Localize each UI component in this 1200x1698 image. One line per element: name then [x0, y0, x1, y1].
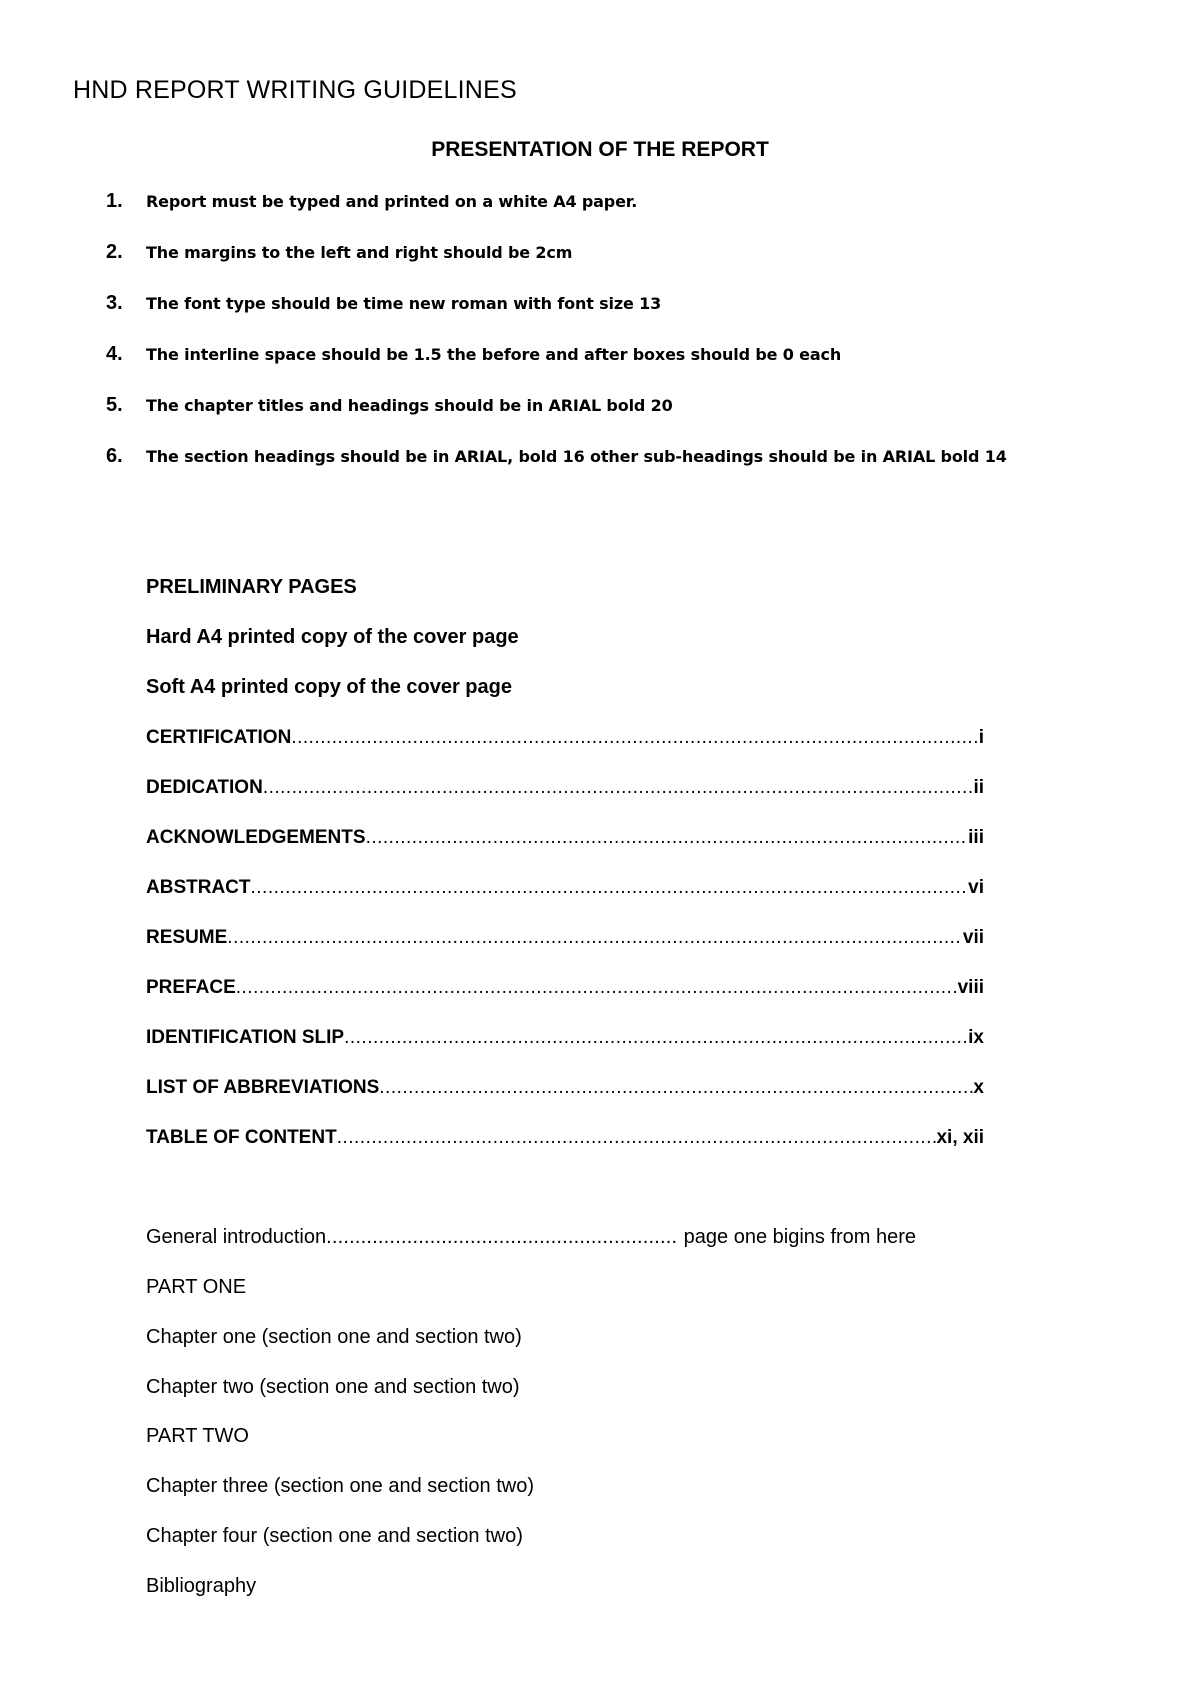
soft-copy-line: Soft A4 printed copy of the cover page: [146, 676, 512, 698]
toc-row: [146, 727, 984, 755]
toc-leader-dots: [337, 1127, 937, 1149]
rule-text: The chapter titles and headings should be in ARIAL bold 20: [146, 396, 673, 415]
toc-leader-dots: [291, 727, 978, 749]
toc-label: CERTIFICATION: [146, 727, 292, 748]
rule-number: 3.: [106, 292, 123, 314]
rule-item: [106, 445, 1007, 475]
section-heading: PRESENTATION OF THE REPORT: [431, 138, 769, 161]
toc-row: [146, 827, 984, 855]
toc-label: RESUME: [146, 927, 228, 948]
toc-page-number: x: [973, 1077, 984, 1098]
toc-label: LIST OF ABBREVIATIONS: [146, 1077, 380, 1098]
toc-leader-dots: [251, 877, 969, 899]
toc-page-number: iii: [968, 827, 984, 848]
toc-row: [146, 927, 984, 955]
toc-page-number: i: [978, 727, 984, 748]
toc-row: [146, 777, 984, 805]
toc-leader-dots: [379, 1077, 973, 1099]
toc-row: [146, 1077, 984, 1105]
rule-text: The font type should be time new roman with font size 13: [146, 294, 662, 313]
outline-item: Chapter four (section one and section two): [146, 1525, 523, 1547]
toc-row: [146, 977, 984, 1005]
toc-row: [146, 1027, 984, 1055]
toc-leader-dots: [236, 977, 958, 999]
toc-page-number: vi: [968, 877, 984, 898]
rule-text: The section headings should be in ARIAL, bold 16 other sub-headings should be in ARIAL bold 14: [146, 447, 1007, 466]
hard-copy-line: Hard A4 printed copy of the cover page: [146, 626, 519, 648]
rule-number: 4.: [106, 343, 123, 365]
outline-item: Chapter three (section one and section two): [146, 1475, 534, 1497]
toc-leader-dots: [344, 1027, 968, 1049]
rule-item: [106, 292, 661, 322]
toc-leader-dots: [366, 827, 969, 849]
intro-note: page one bigins from here: [678, 1226, 917, 1248]
rule-text: Report must be typed and printed on a white A4 paper.: [146, 192, 638, 211]
rule-number: 2.: [106, 241, 123, 263]
intro-leader-dots: [326, 1226, 678, 1249]
preliminary-pages-heading: PRELIMINARY PAGES: [146, 576, 357, 598]
toc-page-number: vii: [962, 927, 984, 948]
rule-item: [106, 241, 572, 271]
toc-label: IDENTIFICATION SLIP: [146, 1027, 345, 1048]
rule-text: The margins to the left and right should be 2cm: [146, 243, 573, 262]
outline-item: Chapter two (section one and section two): [146, 1376, 520, 1398]
toc-label: TABLE OF CONTENT: [146, 1127, 337, 1148]
toc-page-number: xi, xii: [936, 1127, 984, 1148]
outline-item: Bibliography: [146, 1575, 257, 1597]
document-title: HND REPORT WRITING GUIDELINES: [73, 76, 517, 104]
rule-text: The interline space should be 1.5 the before and after boxes should be 0 each: [146, 345, 842, 364]
rule-number: 1.: [106, 190, 123, 212]
rule-number: 5.: [106, 394, 123, 416]
toc-leader-dots: [227, 927, 963, 949]
toc-row: [146, 877, 984, 905]
toc-leader-dots: [263, 777, 974, 799]
toc-page-number: ix: [968, 1027, 984, 1048]
outline-item: PART ONE: [146, 1276, 247, 1298]
toc-label: ACKNOWLEDGEMENTS: [146, 827, 366, 848]
toc-label: DEDICATION: [146, 777, 263, 798]
outline-item: Chapter one (section one and section two): [146, 1326, 522, 1348]
rule-number: 6.: [106, 445, 123, 467]
rule-item: [106, 190, 637, 220]
toc-page-number: viii: [957, 977, 984, 998]
toc-page-number: ii: [973, 777, 984, 798]
rule-item: [106, 394, 673, 424]
outline-item: PART TWO: [146, 1425, 249, 1447]
rule-item: [106, 343, 841, 373]
general-introduction-row: [146, 1226, 972, 1249]
toc-label: ABSTRACT: [146, 877, 251, 898]
toc-row: [146, 1127, 984, 1155]
intro-label: General introduction: [146, 1226, 327, 1248]
toc-label: PREFACE: [146, 977, 236, 998]
